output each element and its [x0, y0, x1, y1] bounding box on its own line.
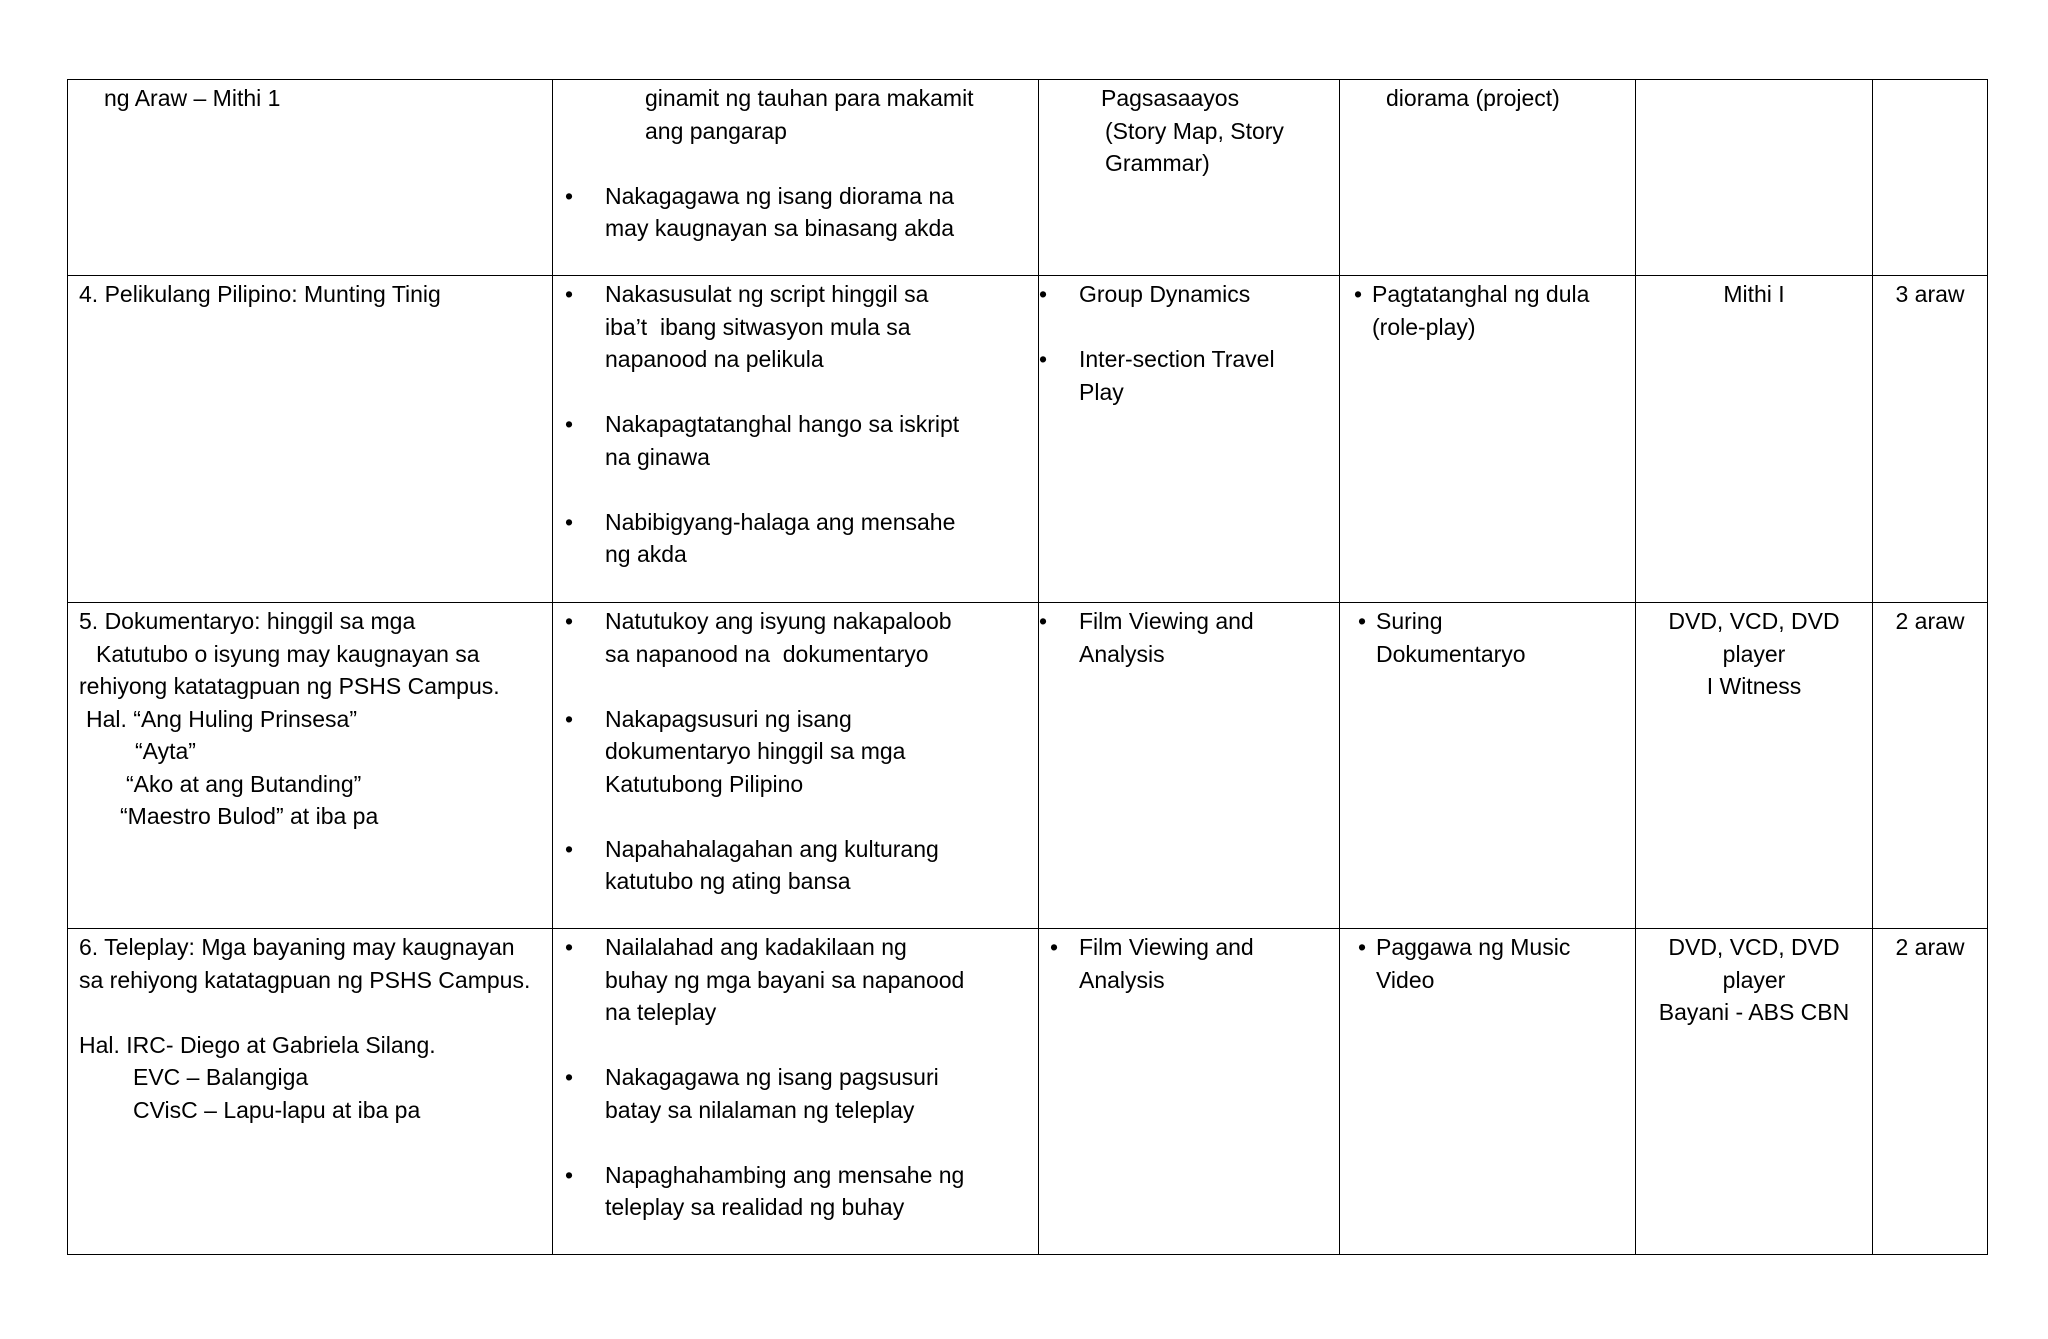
- materials-line: player: [1722, 966, 1786, 993]
- objective-item: [565, 1061, 1028, 1126]
- topic-line: CVisC – Lapu-lapu at iba pa: [133, 1096, 421, 1123]
- objective-line: • Nailalahad ang kadakilaan ng: [605, 934, 907, 960]
- assessment-item: [1358, 605, 1627, 670]
- objectives-cell: [553, 929, 1039, 1255]
- assessment-line: Video: [1376, 966, 1435, 993]
- objective-line: ginamit ng tauhan para makamit: [645, 85, 974, 111]
- strategy-line: • Group Dynamics: [1079, 281, 1251, 307]
- table-row: [68, 276, 1988, 603]
- curriculum-table: [67, 79, 1988, 1255]
- objective-line: sa napanood na dokumentaryo: [605, 640, 929, 667]
- materials-line: DVD, VCD, DVD: [1668, 608, 1840, 634]
- strategy-cell: [1039, 80, 1340, 276]
- assessment-line: (role-play): [1372, 313, 1476, 340]
- materials-line: Mithi I: [1723, 281, 1785, 307]
- strategy-line: • Film Viewing and: [1079, 608, 1254, 634]
- objectives-cell: [553, 276, 1039, 603]
- strategy-line: Grammar): [1105, 150, 1210, 176]
- topic-line: Hal. IRC- Diego at Gabriela Silang.: [79, 1031, 436, 1058]
- topic-line: sa rehiyong katatagpuan ng PSHS Campus.: [79, 966, 531, 993]
- duration-text: 2 araw: [1895, 934, 1965, 960]
- topic-line: 6. Teleplay: Mga bayaning may kaugnayan: [79, 934, 515, 960]
- materials-line: DVD, VCD, DVD: [1668, 934, 1840, 960]
- assessment-cell: [1340, 603, 1636, 929]
- strategy-line: Play: [1079, 378, 1124, 405]
- topic-cell: [68, 276, 553, 603]
- duration-cell: [1873, 276, 1988, 603]
- objective-line: may kaugnayan sa binasang akda: [605, 215, 955, 241]
- objective-line: katutubo ng ating bansa: [605, 868, 851, 894]
- assessment-line: diorama (project): [1386, 85, 1560, 111]
- objective-line: • Nakagagawa ng isang pagsusuri: [605, 1064, 939, 1090]
- materials-line: player: [1722, 640, 1786, 667]
- duration-text: 3 araw: [1895, 281, 1965, 307]
- objectives-cell: [553, 603, 1039, 929]
- objective-line: ng akda: [605, 541, 687, 567]
- strategy-item: [1039, 278, 1331, 311]
- objective-line: • Nabibigyang-halaga ang mensahe: [605, 508, 956, 535]
- strategy-line: Pagsasaayos: [1101, 85, 1240, 111]
- assessment-line: • Suring: [1376, 608, 1443, 634]
- topic-line-blank: [79, 996, 544, 1029]
- materials-cell: [1636, 603, 1873, 929]
- assessment-line: Dokumentaryo: [1376, 640, 1526, 667]
- duration-text: 2 araw: [1895, 608, 1965, 634]
- objective-item: [565, 833, 1028, 898]
- objective-line: • Nakasusulat ng script hinggil sa: [605, 281, 929, 307]
- objective-line: buhay ng mga bayani sa napanood: [605, 966, 965, 993]
- assessment-line: • Pagtatanghal ng dula: [1372, 281, 1590, 307]
- assessment-item: [1354, 278, 1627, 343]
- topic-cell: [68, 929, 553, 1255]
- materials-cell: [1636, 929, 1873, 1255]
- assessment-cell: [1340, 929, 1636, 1255]
- objectives-cell: [553, 80, 1039, 276]
- objective-item: [565, 931, 1028, 1029]
- objective-item: [565, 703, 1028, 801]
- duration-cell: [1873, 603, 1988, 929]
- objective-line: dokumentaryo hinggil sa mga: [605, 738, 906, 764]
- assessment-cell: [1340, 80, 1636, 276]
- strategy-line: Analysis: [1079, 640, 1165, 667]
- topic-line: Hal. “Ang Huling Prinsesa”: [86, 705, 358, 732]
- table-row: [68, 929, 1988, 1255]
- topic-line: Katutubo o isyung may kaugnayan sa: [96, 640, 480, 667]
- assessment-cell: [1340, 276, 1636, 603]
- topic-cell: [68, 80, 553, 276]
- topic-line: ng Araw – Mithi 1: [104, 85, 281, 111]
- topic-line: “Ayta”: [135, 738, 196, 764]
- materials-line: I Witness: [1706, 673, 1802, 699]
- assessment-line: • Paggawa ng Music: [1376, 934, 1571, 960]
- topic-line: “Maestro Bulod” at iba pa: [120, 803, 379, 829]
- strategy-item: [1039, 605, 1331, 670]
- strategy-cell: [1039, 929, 1340, 1255]
- topic-line: 5. Dokumentaryo: hinggil sa mga: [79, 608, 416, 634]
- objective-item: [565, 605, 1028, 670]
- objective-line: • Napaghahambing ang mensahe ng: [605, 1161, 965, 1188]
- strategy-item: [1039, 343, 1331, 408]
- materials-line: Bayani - ABS CBN: [1658, 999, 1850, 1025]
- duration-cell: [1873, 929, 1988, 1255]
- objective-line: na ginawa: [605, 443, 710, 470]
- objective-item: [565, 1159, 1028, 1224]
- strategy-item: [1050, 931, 1331, 996]
- objective-line: napanood na pelikula: [605, 346, 824, 372]
- strategy-line: • Inter-section Travel: [1079, 346, 1275, 372]
- objective-line: teleplay sa realidad ng buhay: [605, 1194, 905, 1220]
- strategy-line: • Film Viewing and: [1079, 934, 1254, 960]
- table-row: [68, 80, 1988, 276]
- strategy-cell: [1039, 603, 1340, 929]
- assessment-item: [1358, 931, 1627, 996]
- objective-line: • Napahahalagahan ang kulturang: [605, 835, 939, 862]
- materials-cell: [1636, 276, 1873, 603]
- topic-line: “Ako at ang Butanding”: [126, 770, 362, 797]
- objective-line: Katutubong Pilipino: [605, 770, 804, 797]
- topic-line: EVC – Balangiga: [133, 1064, 309, 1090]
- strategy-cell: [1039, 276, 1340, 603]
- objective-line: na teleplay: [605, 999, 717, 1025]
- objective-item: [565, 278, 1028, 376]
- objective-item: [565, 506, 1028, 571]
- objective-line: batay sa nilalaman ng teleplay: [605, 1096, 915, 1123]
- objective-line: • Nakagagawa ng isang diorama na: [605, 182, 955, 209]
- duration-cell: [1873, 80, 1988, 276]
- objective-line: • Nakapagtatanghal hango sa iskript: [605, 411, 960, 437]
- objective-line: ang pangarap: [645, 117, 787, 144]
- objective-item: [565, 180, 1028, 245]
- topic-line: rehiyong katatagpuan ng PSHS Campus.: [79, 673, 500, 699]
- strategy-line: (Story Map, Story: [1105, 117, 1284, 144]
- objective-line: • Natutukoy ang isyung nakapaloob: [605, 608, 952, 634]
- strategy-line: Analysis: [1079, 966, 1165, 993]
- objective-item: [565, 408, 1028, 473]
- table-row: [68, 603, 1988, 929]
- objective-line: iba’t ibang sitwasyon mula sa: [605, 313, 911, 340]
- topic-line: 4. Pelikulang Pilipino: Munting Tinig: [79, 281, 441, 307]
- materials-cell: [1636, 80, 1873, 276]
- objective-line: • Nakapagsusuri ng isang: [605, 705, 852, 732]
- topic-cell: [68, 603, 553, 929]
